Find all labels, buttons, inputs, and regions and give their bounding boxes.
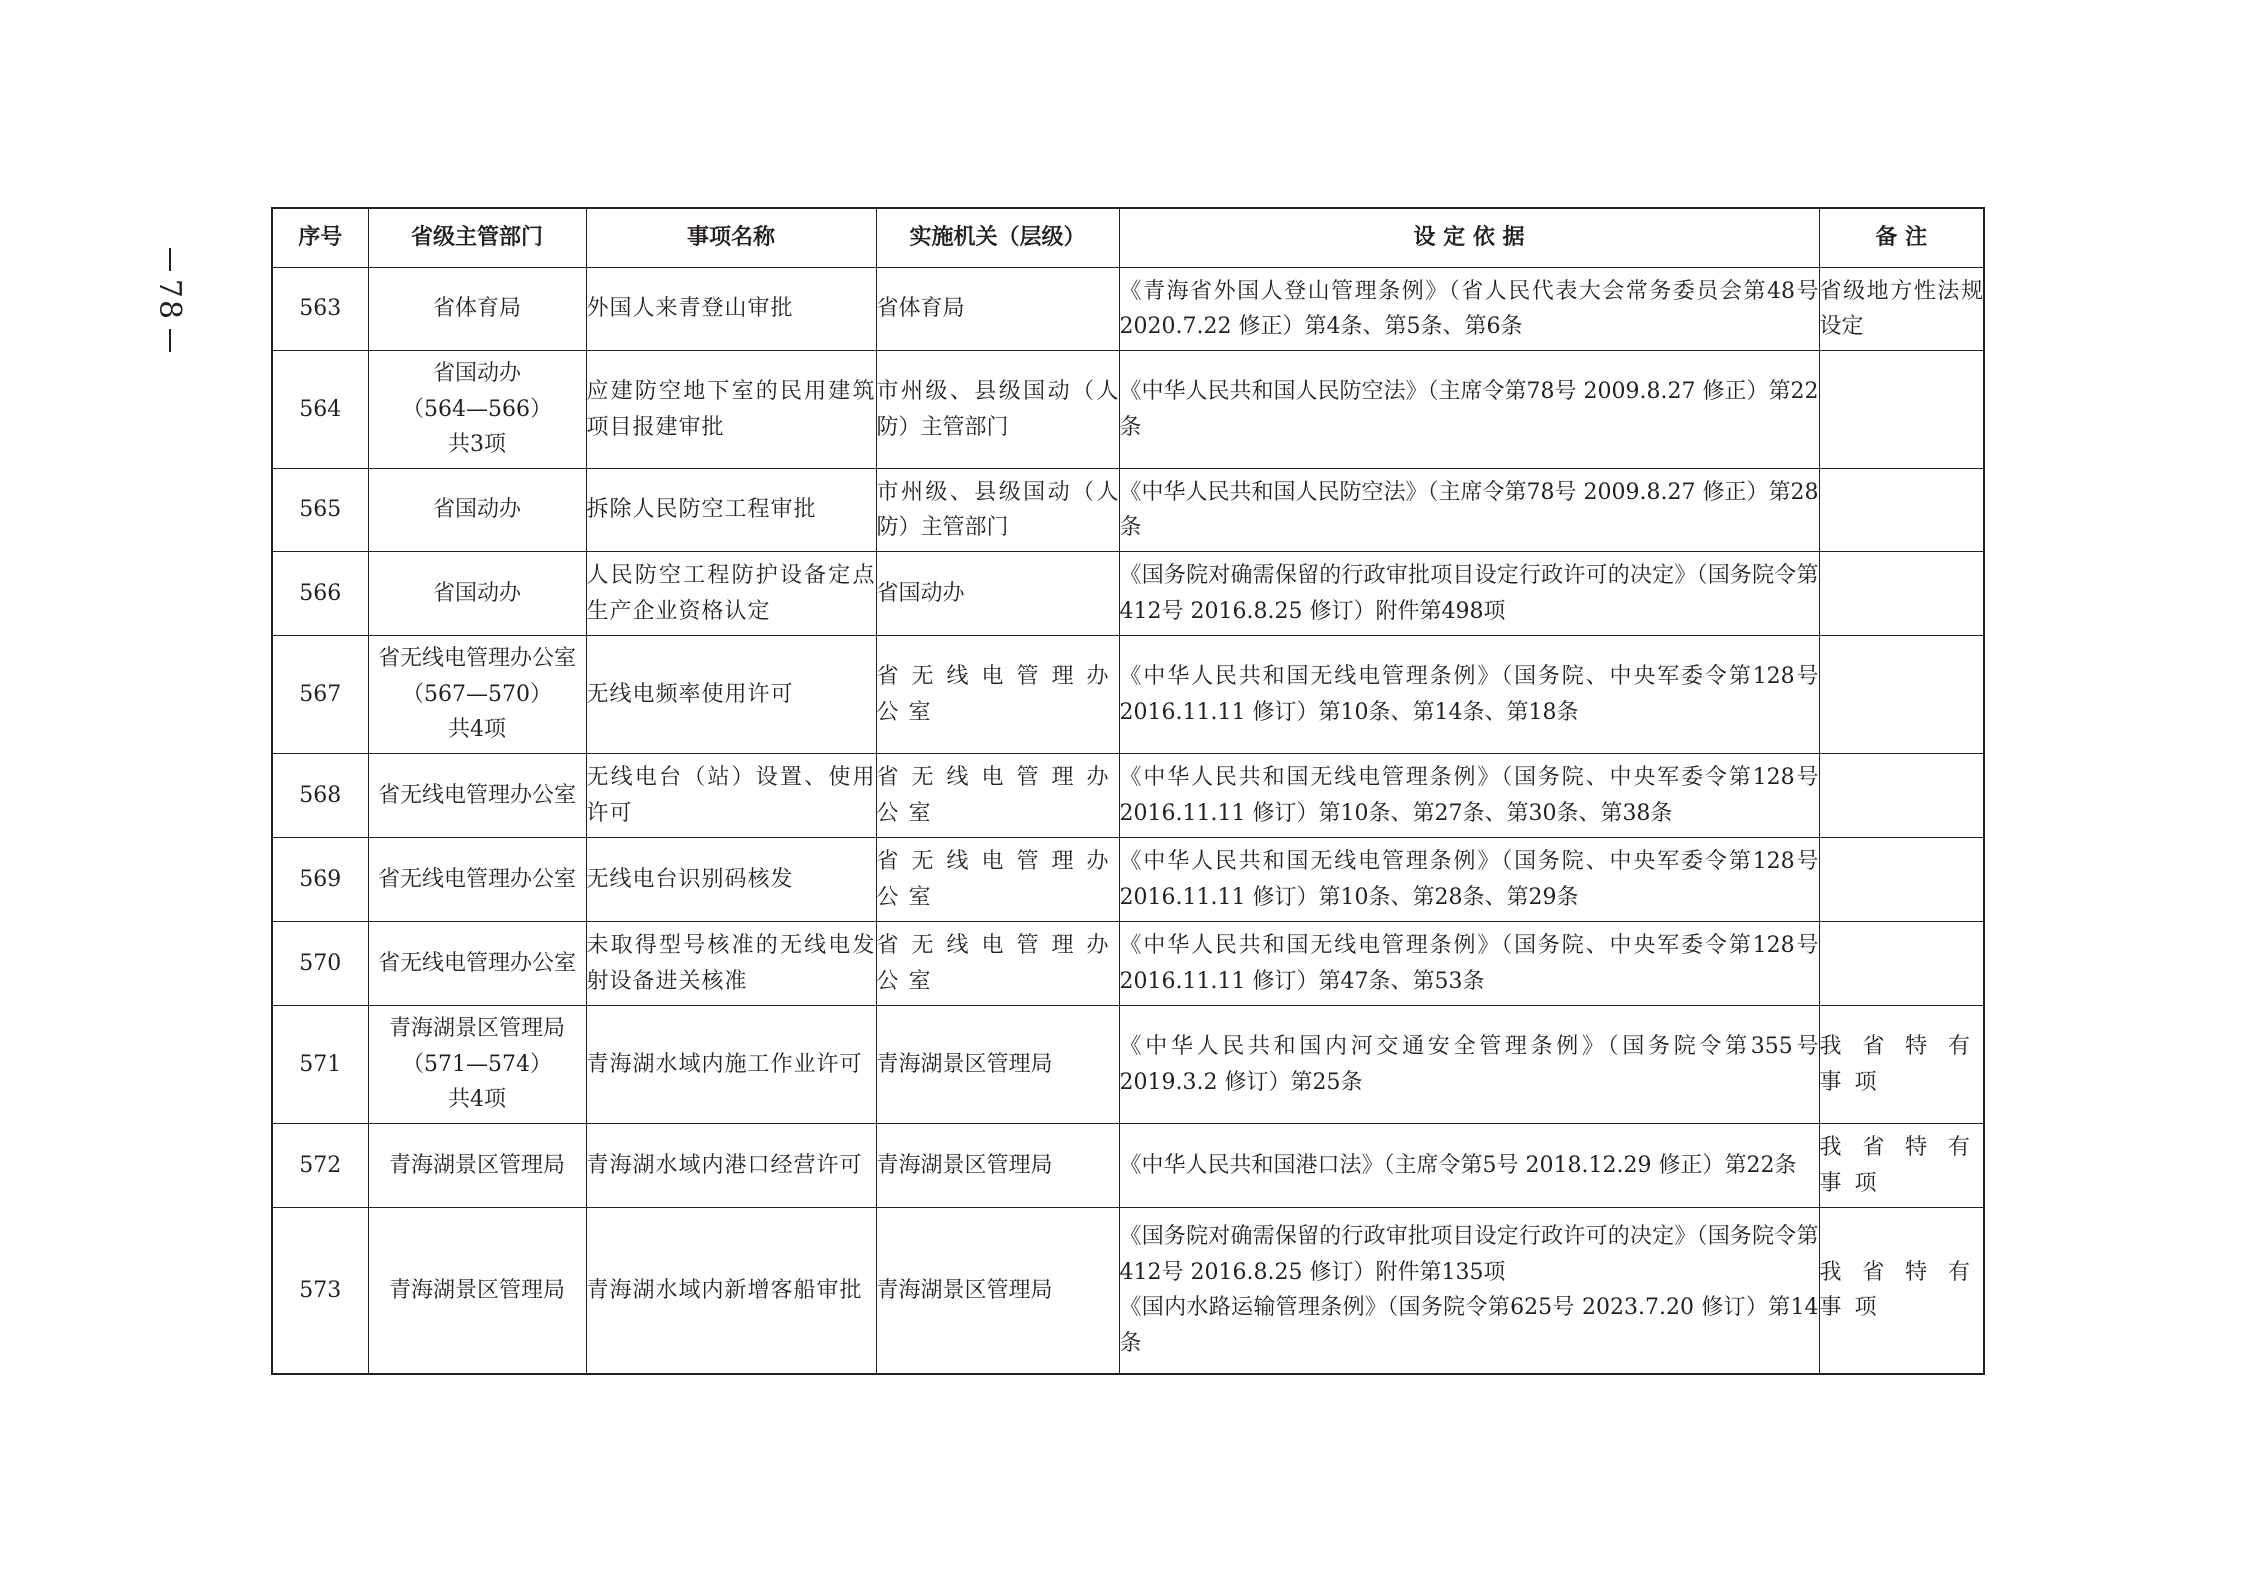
table-row <box>272 268 1984 351</box>
cell-dept <box>368 922 586 1006</box>
cell-basis <box>1119 552 1819 636</box>
table-row <box>272 552 1984 636</box>
dept-line: （567—570） <box>402 681 552 707</box>
cell-org: 市州级、县级国动（人防）主管部门 <box>876 351 1119 469</box>
table-row <box>272 754 1984 838</box>
cell-basis <box>1119 1124 1819 1208</box>
cell-seq: 564 <box>272 351 368 469</box>
cell-note <box>1819 552 1984 636</box>
cell-item: 外国人来青登山审批 <box>586 268 876 351</box>
header-basis: 设 定 依 据 <box>1119 208 1819 268</box>
table-row <box>272 636 1984 754</box>
basis-line: 《国务院对确需保留的行政审批项目设定行政许可的决定》（国务院令第412号 2016.8.25 修订）附件第498项 <box>1119 563 1819 624</box>
approval-items-table <box>271 207 1985 1375</box>
cell-org: 省国动办 <box>876 552 1119 636</box>
cell-dept <box>368 469 586 552</box>
cell-org: 省体育局 <box>876 268 1119 351</box>
basis-line: 《中华人民共和国无线电管理条例》（国务院、中央军委令第128号 2016.11.11 修订）第10条、第27条、第30条、第38条 <box>1119 765 1819 826</box>
dash-right <box>169 329 171 352</box>
cell-dept <box>368 1124 586 1208</box>
cell-seq: 573 <box>272 1208 368 1374</box>
basis-line: 《国内水路运输管理条例》（国务院令第625号 2023.7.20 修订）第14条 <box>1119 1295 1819 1356</box>
cell-seq: 569 <box>272 838 368 922</box>
cell-basis <box>1119 469 1819 552</box>
basis-line: 《中华人民共和国内河交通安全管理条例》（国务院令第355号 2019.3.2 修订）第25条 <box>1119 1034 1819 1095</box>
cell-dept <box>368 351 586 469</box>
cell-seq: 570 <box>272 922 368 1006</box>
cell-note <box>1819 636 1984 754</box>
cell-basis <box>1119 1006 1819 1124</box>
dash-left <box>169 248 171 271</box>
dept-line: 省无线电管理办公室 <box>377 950 576 976</box>
dept-line: （571—574） <box>402 1051 552 1077</box>
dept-line: 共4项 <box>448 1087 506 1113</box>
dept-line: 青海湖景区管理局 <box>388 1277 565 1303</box>
cell-org: 青海湖景区管理局 <box>876 1124 1119 1208</box>
dept-line: 省国动办 <box>432 497 521 523</box>
cell-org: 省无线电管理办公室 <box>876 838 1119 922</box>
cell-basis <box>1119 351 1819 469</box>
header-dept: 省级主管部门 <box>368 208 586 268</box>
dept-line: 省无线电管理办公室 <box>377 866 576 892</box>
dept-line: 省无线电管理办公室 <box>377 782 576 808</box>
cell-seq: 566 <box>272 552 368 636</box>
cell-seq: 565 <box>272 469 368 552</box>
table-row <box>272 351 1984 469</box>
cell-org: 省无线电管理办公室 <box>876 636 1119 754</box>
header-org: 实施机关（层级） <box>876 208 1119 268</box>
cell-seq: 567 <box>272 636 368 754</box>
cell-item: 无线电台识别码核发 <box>586 838 876 922</box>
basis-line: 《中华人民共和国人民防空法》（主席令第78号 2009.8.27 修正）第22条 <box>1119 379 1819 440</box>
cell-item: 拆除人民防空工程审批 <box>586 469 876 552</box>
cell-dept <box>368 838 586 922</box>
basis-line: 《中华人民共和国无线电管理条例》（国务院、中央军委令第128号 2016.11.11 修订）第47条、第53条 <box>1119 933 1819 994</box>
basis-line: 《中华人民共和国港口法》（主席令第5号 2018.12.29 修正）第22条 <box>1119 1152 1797 1178</box>
dept-line: 省国动办 <box>432 361 521 387</box>
basis-line: 《青海省外国人登山管理条例》（省人民代表大会常务委员会第48号 2020.7.22 修正）第4条、第5条、第6条 <box>1119 278 1819 339</box>
cell-org: 市州级、县级国动（人防）主管部门 <box>876 469 1119 552</box>
dept-line: 青海湖景区管理局 <box>388 1152 565 1178</box>
basis-line: 《国务院对确需保留的行政审批项目设定行政许可的决定》（国务院令第412号 2016.8.25 修订）附件第135项 <box>1119 1224 1819 1285</box>
cell-note: 省级地方性法规设定 <box>1819 268 1984 351</box>
dept-line: （564—566） <box>402 396 552 422</box>
table-row <box>272 1208 1984 1374</box>
table-row <box>272 1124 1984 1208</box>
cell-seq: 563 <box>272 268 368 351</box>
cell-seq: 571 <box>272 1006 368 1124</box>
cell-dept <box>368 754 586 838</box>
cell-org: 青海湖景区管理局 <box>876 1208 1119 1374</box>
dept-line: 省国动办 <box>432 580 521 606</box>
cell-org: 省无线电管理办公室 <box>876 922 1119 1006</box>
cell-note <box>1819 754 1984 838</box>
cell-item: 人民防空工程防护设备定点生产企业资格认定 <box>586 552 876 636</box>
cell-org: 省无线电管理办公室 <box>876 754 1119 838</box>
table-row <box>272 469 1984 552</box>
cell-note <box>1819 922 1984 1006</box>
cell-basis <box>1119 754 1819 838</box>
cell-basis <box>1119 922 1819 1006</box>
dept-line: 省体育局 <box>432 296 521 322</box>
page-number <box>150 240 190 360</box>
cell-seq: 568 <box>272 754 368 838</box>
dept-line: 青海湖景区管理局 <box>388 1016 565 1042</box>
header-item: 事项名称 <box>586 208 876 268</box>
header-note: 备 注 <box>1819 208 1984 268</box>
cell-note <box>1819 838 1984 922</box>
dept-line: 共3项 <box>448 432 506 458</box>
cell-item: 青海湖水域内施工作业许可 <box>586 1006 876 1124</box>
basis-line: 《中华人民共和国无线电管理条例》（国务院、中央军委令第128号 2016.11.11 修订）第10条、第28条、第29条 <box>1119 849 1819 910</box>
cell-item: 未取得型号核准的无线电发射设备进关核准 <box>586 922 876 1006</box>
cell-basis <box>1119 636 1819 754</box>
cell-note <box>1819 351 1984 469</box>
cell-dept <box>368 636 586 754</box>
dept-line: 共4项 <box>448 717 506 743</box>
cell-basis <box>1119 268 1819 351</box>
cell-seq: 572 <box>272 1124 368 1208</box>
dept-line: 省无线电管理办公室 <box>377 646 576 672</box>
cell-note: 我省特有事项 <box>1819 1208 1984 1374</box>
table-row <box>272 838 1984 922</box>
cell-dept <box>368 1006 586 1124</box>
cell-dept <box>368 552 586 636</box>
cell-note <box>1819 469 1984 552</box>
basis-line: 《中华人民共和国人民防空法》（主席令第78号 2009.8.27 修正）第28条 <box>1119 479 1819 540</box>
cell-item: 无线电频率使用许可 <box>586 636 876 754</box>
table-row <box>272 922 1984 1006</box>
cell-item: 应建防空地下室的民用建筑项目报建审批 <box>586 351 876 469</box>
page-number-value: 78 <box>152 278 188 322</box>
table-body <box>272 268 1984 1374</box>
table-header-row <box>272 208 1984 268</box>
cell-basis <box>1119 838 1819 922</box>
cell-item: 无线电台（站）设置、使用许可 <box>586 754 876 838</box>
cell-note: 我省特有事项 <box>1819 1006 1984 1124</box>
cell-note: 我省特有事项 <box>1819 1124 1984 1208</box>
cell-item: 青海湖水域内港口经营许可 <box>586 1124 876 1208</box>
table-row <box>272 1006 1984 1124</box>
basis-line: 《中华人民共和国无线电管理条例》（国务院、中央军委令第128号 2016.11.11 修订）第10条、第14条、第18条 <box>1119 664 1819 725</box>
cell-dept <box>368 268 586 351</box>
header-seq: 序号 <box>272 208 368 268</box>
cell-dept <box>368 1208 586 1374</box>
cell-item: 青海湖水域内新增客船审批 <box>586 1208 876 1374</box>
cell-org: 青海湖景区管理局 <box>876 1006 1119 1124</box>
cell-basis <box>1119 1208 1819 1374</box>
